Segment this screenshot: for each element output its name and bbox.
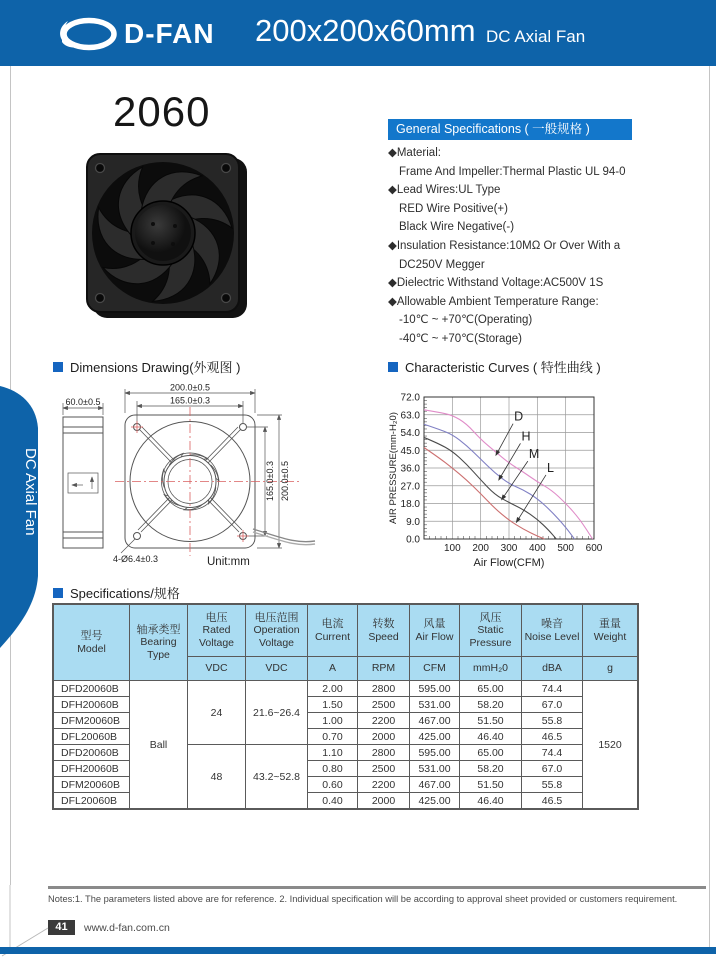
dimensions-drawing [55,381,365,581]
air-flow-cell: 425.00 [410,793,460,809]
svg-text:27.0: 27.0 [400,481,420,493]
model-cell: DFM20060B [54,777,130,793]
table-row [54,681,638,697]
rated-voltage-cell: 24 [188,681,246,745]
unit-cell: VDC [188,657,246,681]
characteristic-curves-chart [388,382,626,581]
spec-line: Black Wire Negative(-) [399,221,515,234]
speed-cell: 2200 [358,777,410,793]
pressure-cell: 65.00 [460,745,522,761]
speed-cell: 2200 [358,713,410,729]
svg-text:300: 300 [500,543,518,554]
spec-line: -10℃ ~ +70℃(Operating) [399,314,533,327]
dimension-width-holes: 165.0±0.3 [170,395,210,406]
spec-line: ◆Insulation Resistance:10MΩ Or Over With a [388,239,621,252]
pressure-cell: 58.20 [460,697,522,713]
brand-logo-icon [56,15,118,53]
speed-cell: 2000 [358,793,410,809]
unit-cell: g [583,657,638,681]
specifications-table [53,604,638,809]
speed-cell: 2800 [358,745,410,761]
unit-cell: RPM [358,657,410,681]
svg-text:Air Flow(CFM): Air Flow(CFM) [473,557,545,569]
section-heading-curves-label: Characteristic Curves ( 特性曲线 ) [405,360,601,375]
unit-cell: mmH₂0 [460,657,522,681]
section-heading-specifications [53,583,180,602]
air-flow-cell: 467.00 [410,777,460,793]
svg-text:L: L [546,460,554,475]
svg-text:500: 500 [557,543,575,554]
dimension-height-outer: 200.0±0.5 [280,461,290,501]
noise-cell: 46.5 [522,729,583,745]
svg-text:63.0: 63.0 [400,410,420,422]
spec-line: RED Wire Positive(+) [399,202,508,215]
model-cell: DFD20060B [54,745,130,761]
side-tab [0,378,42,650]
footer-notes: Notes:1. The parameters listed above are for reference. 2. Individual specification will be according to approval sheet provided or customers requirement. [48,894,678,904]
unit-cell: A [308,657,358,681]
air-flow-cell: 425.00 [410,729,460,745]
bottom-bar [0,947,716,954]
bearing-cell: Ball [130,681,188,809]
spec-line: ◆Dielectric Withstand Voltage:AC500V 1S [388,277,604,290]
spec-line: ◆Allowable Ambient Temperature Range: [388,295,599,308]
fan-product-image [83,148,253,324]
noise-cell: 74.4 [522,745,583,761]
svg-text:100: 100 [443,543,461,554]
page-number-badge: 41 [48,920,75,935]
noise-cell: 55.8 [522,777,583,793]
svg-text:54.0: 54.0 [400,428,420,439]
brand-name: D-FAN [124,18,215,49]
unit-cell: VDC [246,657,308,681]
dimension-width-outer: 200.0±0.5 [170,382,210,393]
pressure-cell: 58.20 [460,761,522,777]
speed-cell: 2500 [358,697,410,713]
svg-text:36.0: 36.0 [400,463,420,475]
speed-cell: 2800 [358,681,410,697]
current-cell: 1.10 [308,745,358,761]
speed-cell: 2000 [358,729,410,745]
footer-divider [48,886,706,889]
section-heading-curves [388,357,601,376]
model-cell: DFH20060B [54,761,130,777]
section-heading-specifications-label: Specifications/规格 [70,586,180,601]
speed-cell: 2500 [358,761,410,777]
pressure-cell: 46.40 [460,729,522,745]
noise-cell: 74.4 [522,681,583,697]
brand [56,15,215,53]
section-square-icon [388,362,398,372]
current-cell: 0.60 [308,777,358,793]
svg-text:AIR PRESSURE(mm-H₂0): AIR PRESSURE(mm-H₂0) [388,412,399,524]
pressure-cell: 46.40 [460,793,522,809]
air-flow-cell: 595.00 [410,681,460,697]
unit-cell: CFM [410,657,460,681]
general-specifications-title-bar: General Specifications ( 一般规格 ) [388,119,632,140]
dimension-depth: 60.0±0.5 [65,397,101,407]
svg-text:0.0: 0.0 [406,534,420,546]
col-header-current: 电流 Current [308,605,358,657]
noise-cell: 67.0 [522,697,583,713]
current-cell: 1.00 [308,713,358,729]
operation-voltage-cell: 21.6~26.4 [246,681,308,745]
spec-line: ◆Material: [388,147,441,159]
model-cell: DFD20060B [54,681,130,697]
col-header-operation-voltage: 电压范围 Operation Voltage [246,605,308,657]
svg-text:D: D [514,409,524,424]
svg-text:H: H [521,429,531,444]
operation-voltage-cell: 43.2~52.8 [246,745,308,809]
section-square-icon [53,588,63,598]
svg-text:M: M [528,447,540,462]
current-cell: 0.70 [308,729,358,745]
current-cell: 2.00 [308,681,358,697]
svg-text:9.0: 9.0 [406,516,420,528]
side-tab-label: DC Axial Fan [22,448,39,536]
svg-text:200: 200 [472,543,490,554]
page-subtitle: DC Axial Fan [486,27,586,46]
col-header-noise-level: 噪音 Noise Level [522,605,583,657]
air-flow-cell: 595.00 [410,745,460,761]
model-cell: DFH20060B [54,697,130,713]
current-cell: 0.40 [308,793,358,809]
current-cell: 0.80 [308,761,358,777]
section-heading-dimensions-label: Dimensions Drawing(外观图 ) [70,360,241,375]
svg-text:18.0: 18.0 [400,499,420,510]
col-header-weight: 重量 Weight [583,605,638,657]
col-header-air-flow: 风量 Air Flow [410,605,460,657]
general-specifications-list [388,144,708,349]
product-model: 2060 [113,88,211,135]
unit-cell: dBA [522,657,583,681]
model-cell: DFL20060B [54,729,130,745]
noise-cell: 46.5 [522,793,583,809]
noise-cell: 67.0 [522,761,583,777]
weight-cell: 1520 [583,681,638,809]
svg-text:45.0: 45.0 [400,445,420,457]
spec-line: -40℃ ~ +70℃(Storage) [399,332,523,345]
col-header-bearing: 轴承类型 Bearing Type [130,605,188,681]
air-flow-cell: 467.00 [410,713,460,729]
website-url: www.d-fan.com.cn [84,922,170,934]
rated-voltage-cell: 48 [188,745,246,809]
spec-line: ◆Lead Wires:UL Type [388,184,501,197]
noise-cell: 55.8 [522,713,583,729]
section-square-icon [53,362,63,372]
dimension-unit: Unit:mm [207,556,250,568]
page-border-right [709,66,710,947]
svg-text:600: 600 [585,543,603,554]
model-cell: DFM20060B [54,713,130,729]
col-header-static-pressure: 风压 Static Pressure [460,605,522,657]
header-bar [0,0,716,66]
col-header-rated-voltage: 电压 Rated Voltage [188,605,246,657]
svg-text:400: 400 [528,543,546,554]
pressure-cell: 51.50 [460,777,522,793]
svg-text:72.0: 72.0 [400,392,420,404]
col-header-model: 型号 Model [54,605,130,681]
air-flow-cell: 531.00 [410,697,460,713]
dimension-mounting-holes: 4-Ø6.4±0.3 [113,554,158,564]
model-cell: DFL20060B [54,793,130,809]
spec-line: Frame And Impeller:Thermal Plastic UL 94-0 [399,165,626,178]
spec-line: DC250V Megger [399,258,485,271]
current-cell: 1.50 [308,697,358,713]
pressure-cell: 51.50 [460,713,522,729]
dimension-height-holes: 165.0±0.3 [265,461,275,501]
air-flow-cell: 531.00 [410,761,460,777]
page-title: 200x200x60mm [255,13,476,48]
pressure-cell: 65.00 [460,681,522,697]
section-heading-dimensions [53,357,240,376]
col-header-speed: 转数 Speed [358,605,410,657]
